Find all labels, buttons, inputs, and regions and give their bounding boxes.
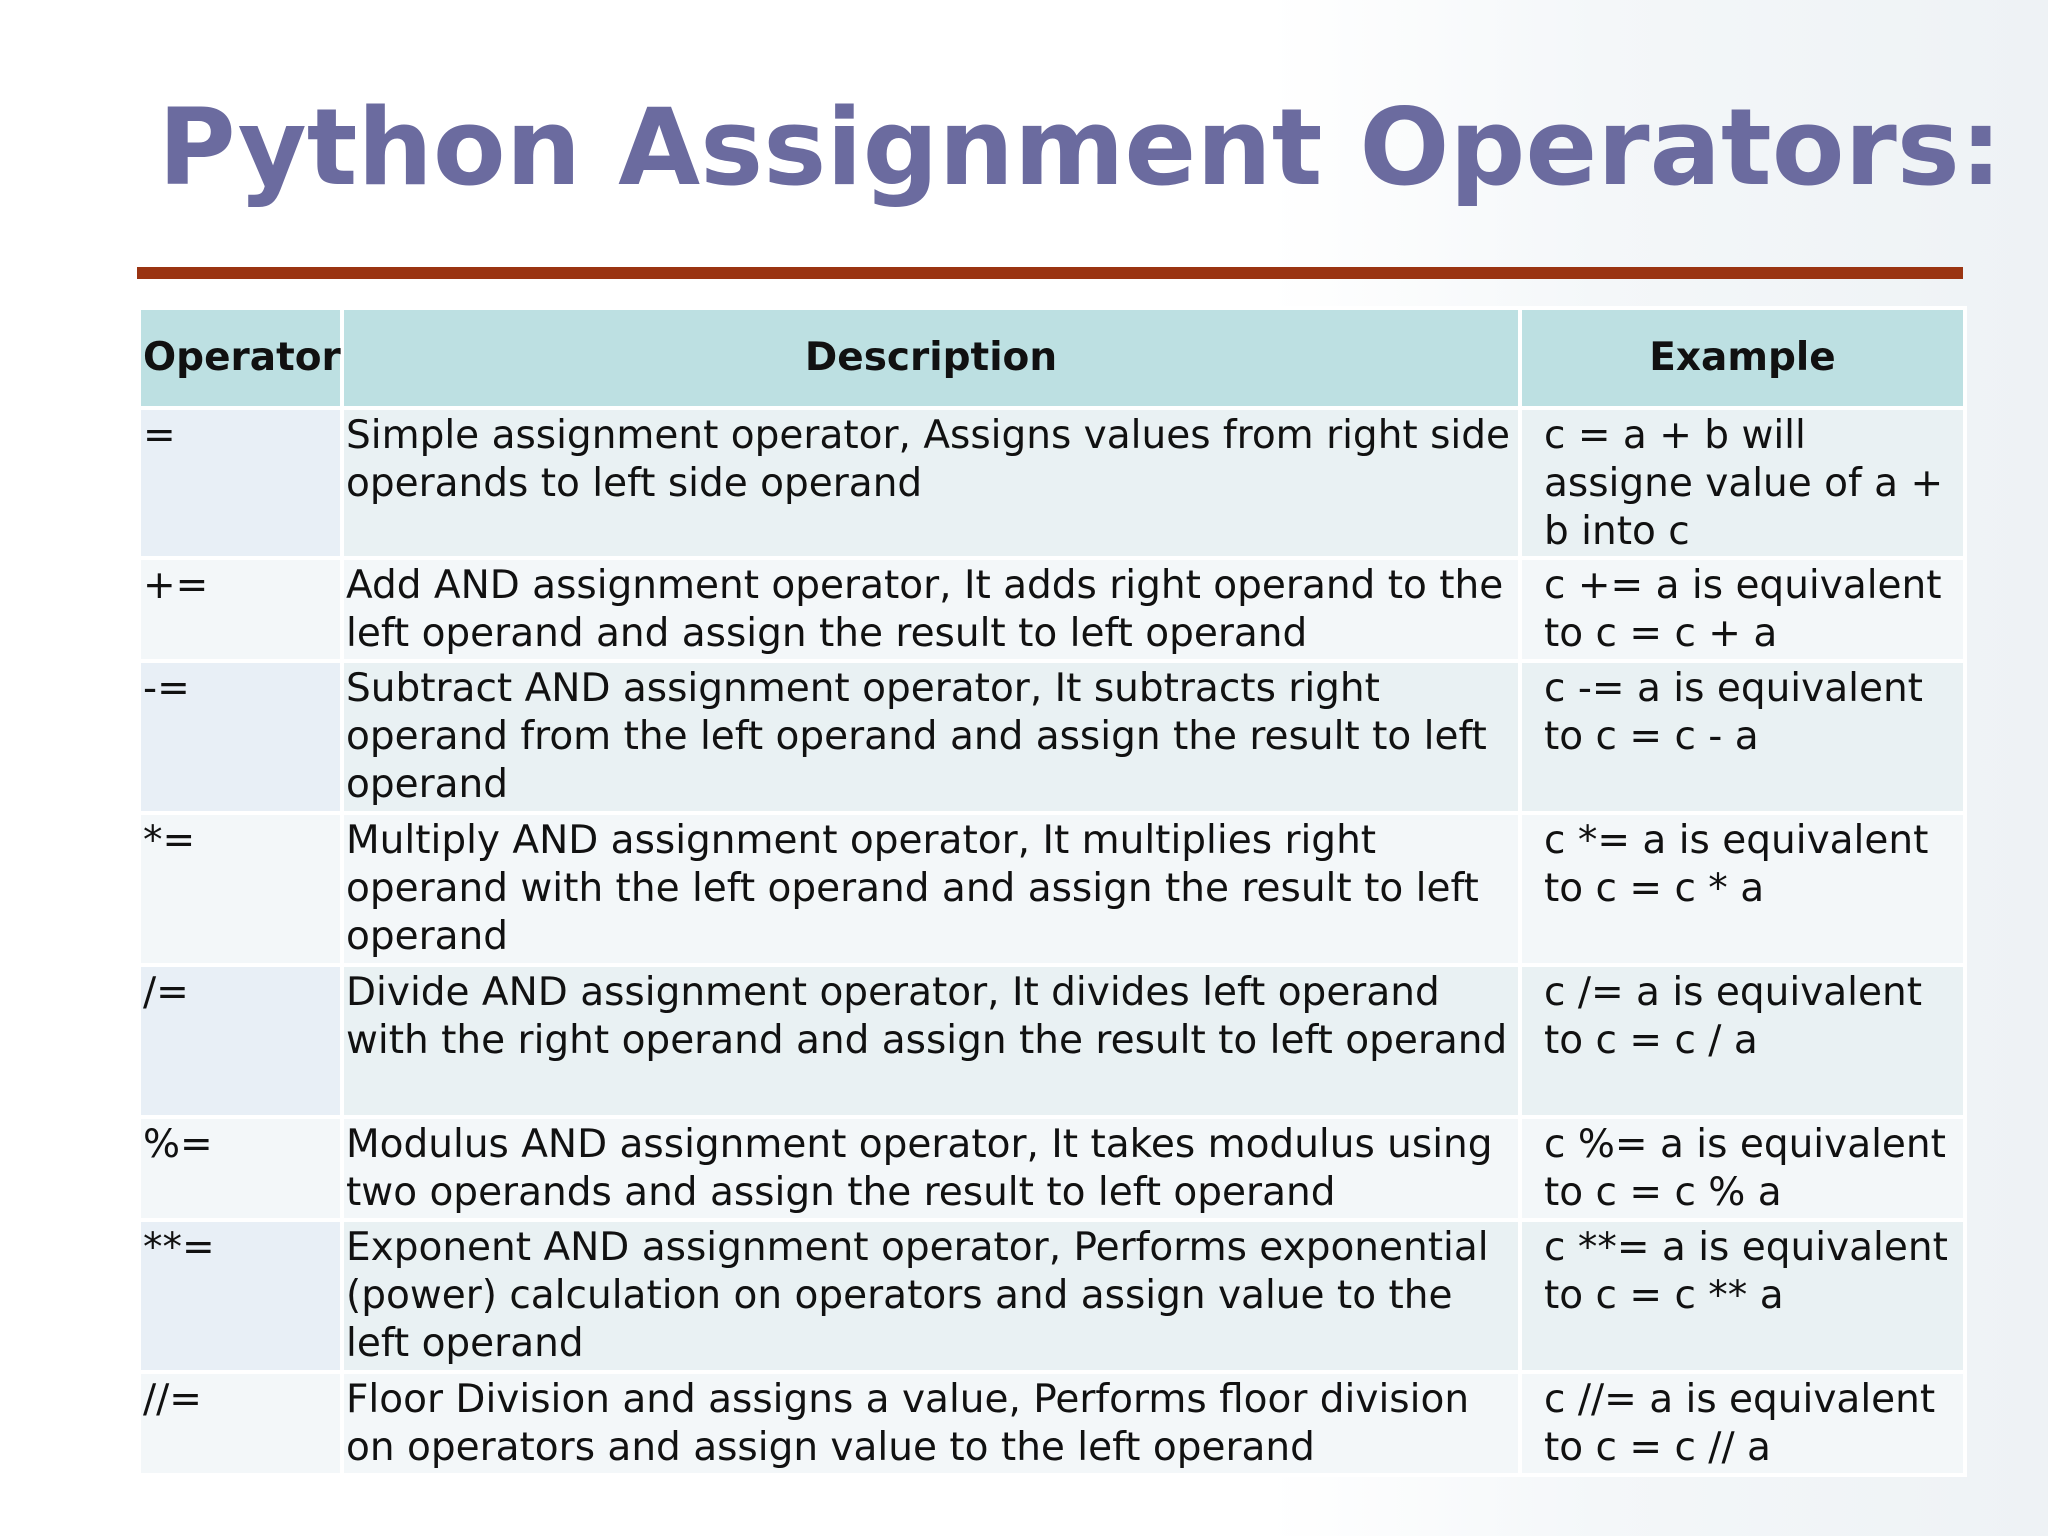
operator-cell: = xyxy=(139,408,342,558)
operators-table xyxy=(137,306,1967,1477)
table-header xyxy=(139,308,1965,408)
example-cell: c **= a is equivalent to c = c ** a xyxy=(1520,1220,1965,1372)
operator-cell: -= xyxy=(139,661,342,813)
description-cell: Modulus AND assignment operator, It takes modulus using two operands and assign the result to left operand xyxy=(342,1117,1520,1220)
description-cell: Subtract AND assignment operator, It subtracts right operand from the left operand and assign the result to left operand xyxy=(342,661,1520,813)
description-cell: Simple assignment operator, Assigns values from right side operands to left side operand xyxy=(342,408,1520,558)
table-body xyxy=(139,408,1965,1475)
header-row xyxy=(139,308,1965,408)
description-cell: Add AND assignment operator, It adds right operand to the left operand and assign the result to left operand xyxy=(342,558,1520,661)
table-row xyxy=(139,661,1965,813)
description-cell: Divide AND assignment operator, It divides left operand with the right operand and assign the result to left operand xyxy=(342,965,1520,1117)
table-row xyxy=(139,1220,1965,1372)
table-row xyxy=(139,965,1965,1117)
example-cell: c //= a is equivalent to c = c // a xyxy=(1520,1372,1965,1475)
operator-cell: **= xyxy=(139,1220,342,1372)
operator-cell: += xyxy=(139,558,342,661)
header-example: Example xyxy=(1520,308,1965,408)
example-cell: c -= a is equivalent to c = c - a xyxy=(1520,661,1965,813)
example-cell: c *= a is equivalent to c = c * a xyxy=(1520,813,1965,965)
table-row xyxy=(139,813,1965,965)
operator-cell: *= xyxy=(139,813,342,965)
header-description: Description xyxy=(342,308,1520,408)
example-cell: c += a is equivalent to c = c + a xyxy=(1520,558,1965,661)
table-row xyxy=(139,1372,1965,1475)
operator-cell: //= xyxy=(139,1372,342,1475)
description-cell: Multiply AND assignment operator, It multiplies right operand with the left operand and assign the result to left operand xyxy=(342,813,1520,965)
example-cell: c = a + b will assigne value of a + b into c xyxy=(1520,408,1965,558)
table-row xyxy=(139,408,1965,558)
operator-cell: %= xyxy=(139,1117,342,1220)
example-cell: c %= a is equivalent to c = c % a xyxy=(1520,1117,1965,1220)
table-row xyxy=(139,1117,1965,1220)
example-cell: c /= a is equivalent to c = c / a xyxy=(1520,965,1965,1117)
operator-cell: /= xyxy=(139,965,342,1117)
title-divider xyxy=(137,267,1963,279)
description-cell: Floor Division and assigns a value, Performs floor division on operators and assign value to the left operand xyxy=(342,1372,1520,1475)
slide-title: Python Assignment Operators: xyxy=(158,86,2003,209)
header-operator: Operator xyxy=(139,308,342,408)
description-cell: Exponent AND assignment operator, Performs exponential (power) calculation on operators and assign value to the left operand xyxy=(342,1220,1520,1372)
table-row xyxy=(139,558,1965,661)
